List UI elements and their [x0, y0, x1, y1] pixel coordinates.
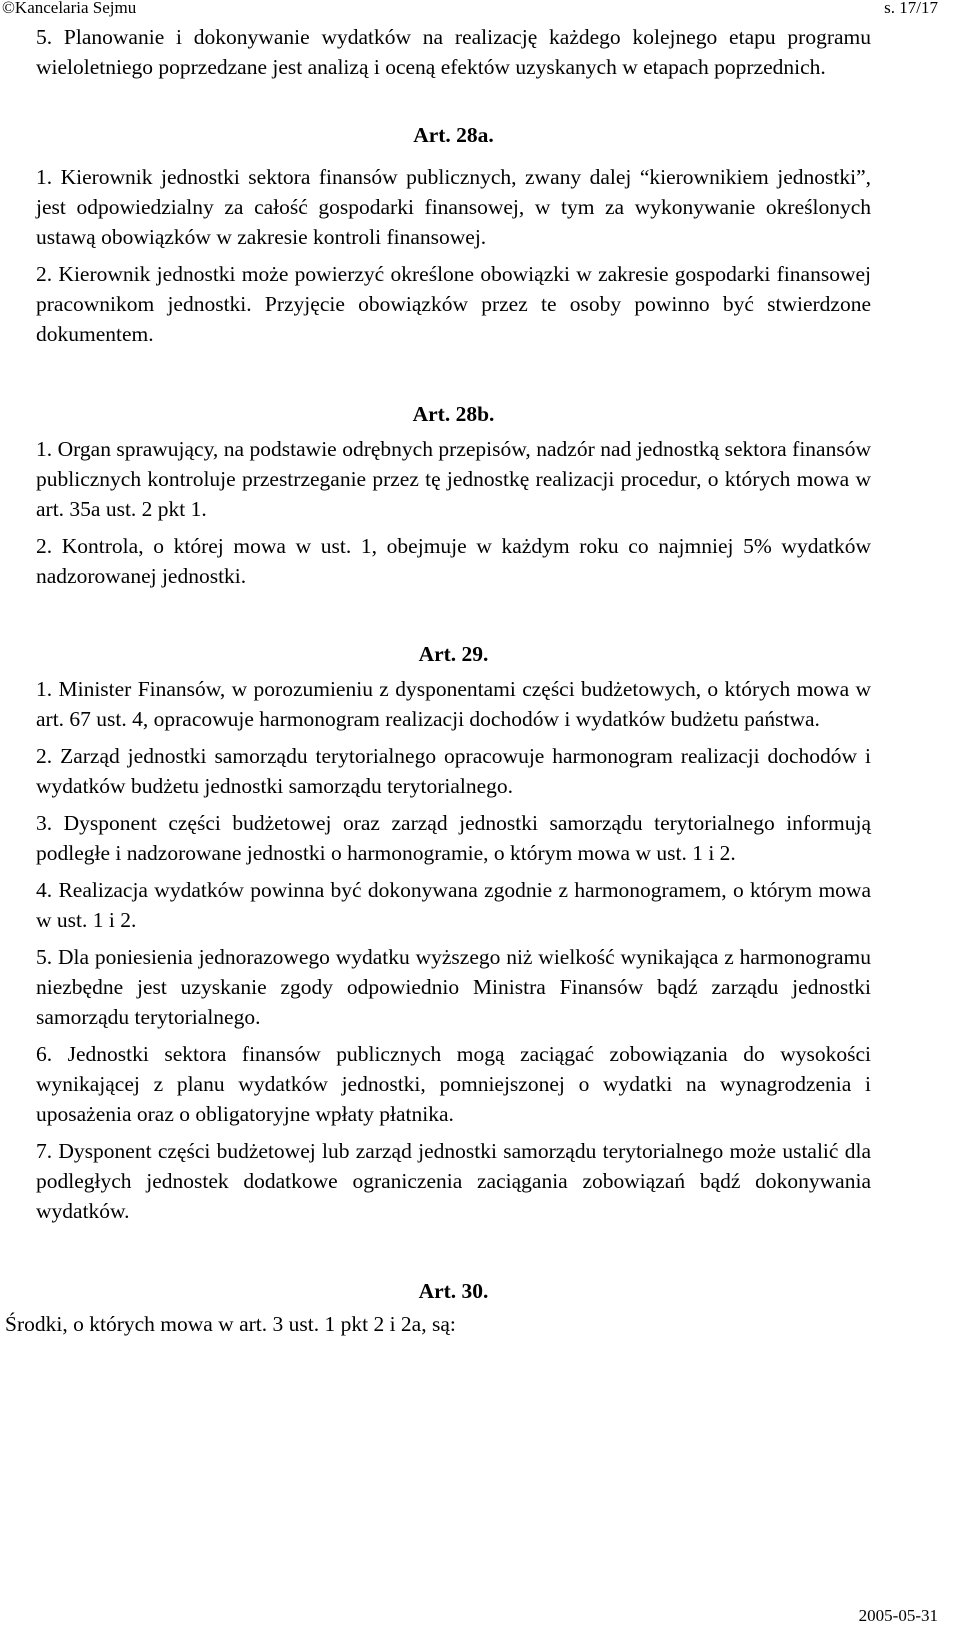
heading-art-28a: Art. 28a.	[413, 123, 494, 147]
heading-art-30: Art. 30.	[418, 1279, 489, 1303]
art-28a-paragraph-2: 2. Kierownik jednostki może powierzyć określone obowiązki w zakresie gospodarki finansowej pracownikom jednostki. Przyjęcie obowiązków przez te osoby powinno być stwierdzone dokumentem.	[36, 262, 871, 346]
header-page-number: s. 17/17	[884, 0, 938, 17]
art-29-paragraph-1: 1. Minister Finansów, w porozumieniu z dysponentami części budżetowych, o których mowa w art. 67 ust. 4, opracowuje harmonogram realizacji dochodów i wydatków budżetu państwa.	[36, 677, 871, 731]
art-29-paragraph-5: 5. Dla poniesienia jednorazowego wydatku wyższego niż wielkość wynikająca z harmonogramu niezbędne jest uzyskanie zgody odpowiednio Ministra Finansów bądź zarządu jednostki samorządu terytorialnego.	[36, 945, 871, 1029]
art-29-paragraph-2: 2. Zarząd jednostki samorządu terytorialnego opracowuje harmonogram realizacji dochodów i wydatków budżetu jednostki samorządu terytorialnego.	[36, 744, 871, 798]
document-body	[5, 22, 871, 1339]
art-29-paragraph-3: 3. Dysponent części budżetowej oraz zarząd jednostki samorządu terytorialnego informują podległe i nadzorowane jednostki o harmonogramie, o którym mowa w ust. 1 i 2.	[36, 811, 871, 865]
art-29-paragraph-4: 4. Realizacja wydatków powinna być dokonywana zgodnie z harmonogramem, o którym mowa w ust. 1 i 2.	[36, 878, 871, 932]
paragraph-5-intro: 5. Planowanie i dokonywanie wydatków na realizację każdego kolejnego etapu programu wieloletniego poprzedzane jest analizą i oceną efektów uzyskanych w etapach poprzednich.	[36, 25, 871, 79]
page-header	[0, 0, 960, 24]
heading-art-28b: Art. 28b.	[412, 402, 495, 426]
art-28b-paragraph-1: 1. Organ sprawujący, na podstawie odrębnych przepisów, nadzór nad jednostką sektora finansów publicznych kontroluje przestrzeganie przez tę jednostkę realizacji procedur, o których mowa w art. 35a ust. 2 pkt 1.	[36, 437, 871, 521]
heading-art-29: Art. 29.	[418, 642, 489, 666]
art-28b-paragraph-2: 2. Kontrola, o której mowa w ust. 1, obejmuje w każdym roku co najmniej 5% wydatków nadzorowanej jednostki.	[36, 534, 871, 588]
art-29-paragraph-6: 6. Jednostki sektora finansów publicznych mogą zaciągać zobowiązania do wysokości wynikającej z planu wydatków jednostki, pomniejszonej o wydatki na wynagrodzenia i uposażenia oraz o obligatoryjne wpłaty płatnika.	[36, 1042, 871, 1126]
header-publisher: ©Kancelaria Sejmu	[2, 0, 137, 17]
art-29-paragraph-7: 7. Dysponent części budżetowej lub zarząd jednostki samorządu terytorialnego może ustalić dla podległych jednostek dodatkowe ograniczenia zaciągania zobowiązań bądź dokonywania wydatków.	[36, 1139, 871, 1223]
art-30-paragraph-1: Środki, o których mowa w art. 3 ust. 1 pkt 2 i 2a, są:	[5, 1312, 456, 1336]
footer-date: 2005-05-31	[858, 1606, 938, 1625]
art-28a-paragraph-1: 1. Kierownik jednostki sektora finansów publicznych, zwany dalej “kierownikiem jednostki”, jest odpowiedzialny za całość gospodarki finansowej, w tym za wykonywanie określonych ustawą obowiązków w zakresie kontroli finansowej.	[36, 165, 871, 249]
